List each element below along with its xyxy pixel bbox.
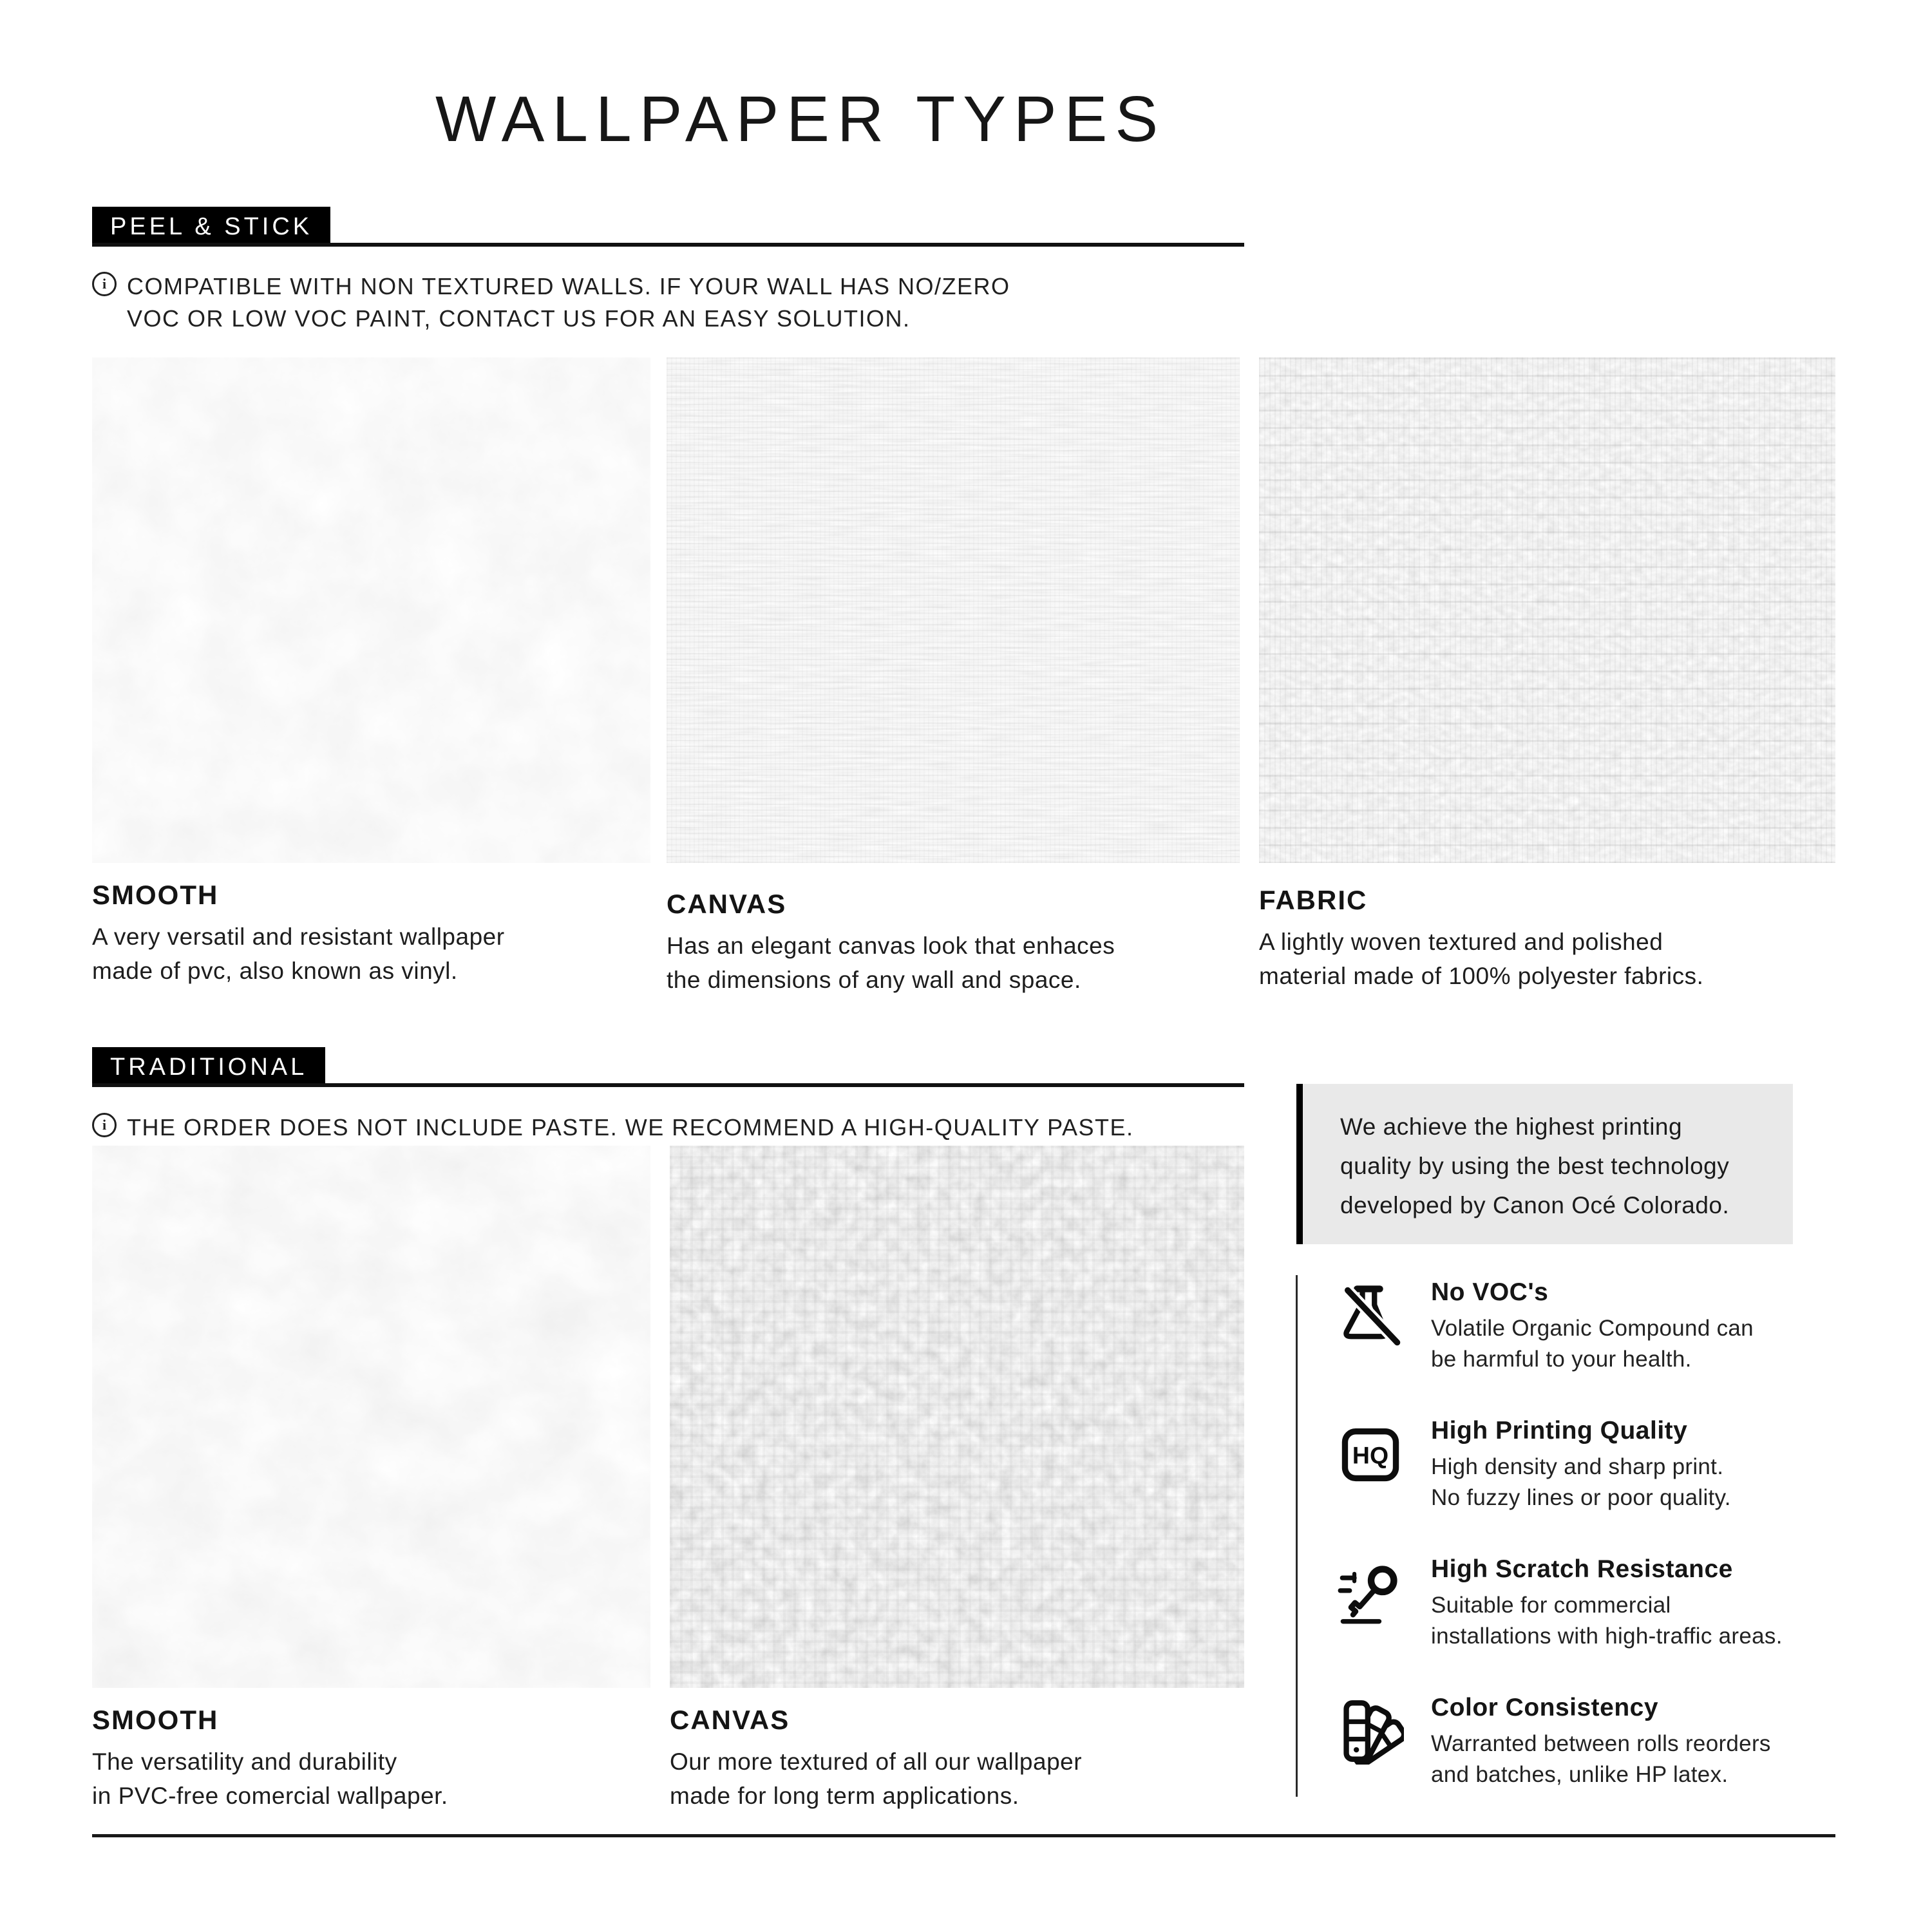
feature-no-voc <box>1337 1278 1826 1375</box>
feature-description: Volatile Organic Compound can be harmful to your health. <box>1431 1316 1754 1372</box>
card-title: CANVAS <box>667 889 787 919</box>
bottom-rule <box>92 1834 1835 1837</box>
rough-canvas-weave-overlay <box>670 1146 1244 1688</box>
canvas-weave-overlay <box>667 357 1240 863</box>
peel-stick-info-text: COMPATIBLE WITH NON TEXTURED WALLS. IF YOUR WALL HAS NO/ZERO VOC OR LOW VOC PAINT, CONTACT US FOR AN EASY SOLUTION. <box>127 273 1010 332</box>
feature-description: Warranted between rolls reorders and batches, unlike HP latex. <box>1431 1731 1771 1787</box>
card-title: FABRIC <box>1259 885 1368 915</box>
feature-title: No VOC's <box>1431 1278 1549 1306</box>
section-rule-peel-stick <box>92 243 1244 247</box>
card-description: The versatility and durability in PVC-free comercial wallpaper. <box>92 1748 448 1809</box>
card-title: SMOOTH <box>92 880 219 910</box>
card-description: A lightly woven textured and polished material made of 100% polyester fabrics. <box>1259 929 1704 989</box>
fabric-weave-overlay <box>1259 357 1835 863</box>
feature-title: Color Consistency <box>1431 1694 1659 1721</box>
texture-swatch-fabric <box>1259 357 1835 863</box>
card-peel-smooth <box>92 357 650 988</box>
feature-high-printing-quality <box>1337 1417 1826 1513</box>
section-rule-traditional <box>92 1083 1244 1087</box>
card-description: A very versatil and resistant wallpaper made of pvc, also known as vinyl. <box>92 923 505 984</box>
feature-description: High density and sharp print. No fuzzy lines or poor quality. <box>1431 1454 1731 1510</box>
no-voc-flask-icon <box>1337 1282 1404 1349</box>
color-swatches-icon <box>1337 1698 1404 1765</box>
card-title: SMOOTH <box>92 1705 219 1735</box>
texture-swatch-smooth <box>92 357 650 863</box>
info-icon: i <box>92 272 117 296</box>
sidebar-divider <box>1296 1275 1298 1797</box>
card-peel-canvas <box>667 357 1240 997</box>
smooth-texture-image <box>92 357 650 863</box>
texture-swatch-canvas-traditional <box>670 1146 1244 1688</box>
section-badge-peel-stick: PEEL & STICK <box>92 207 330 247</box>
texture-swatch-smooth-traditional <box>92 1146 650 1688</box>
hq-badge-icon <box>1337 1421 1404 1488</box>
info-icon: i <box>92 1113 117 1137</box>
smooth-texture-image <box>92 1146 650 1688</box>
card-traditional-canvas <box>670 1146 1244 1813</box>
traditional-info <box>92 1112 1134 1144</box>
card-traditional-smooth <box>92 1146 650 1813</box>
card-peel-fabric <box>1259 357 1835 993</box>
scratch-resistance-key-icon <box>1337 1559 1404 1626</box>
card-title: CANVAS <box>670 1705 790 1735</box>
feature-title: High Scratch Resistance <box>1431 1555 1733 1583</box>
peel-stick-info <box>92 270 1010 335</box>
feature-title: High Printing Quality <box>1431 1417 1688 1444</box>
card-description: Has an elegant canvas look that enhaces the dimensions of any wall and space. <box>667 933 1115 993</box>
page-title: WALLPAPER TYPES <box>435 83 1166 155</box>
traditional-info-text: THE ORDER DOES NOT INCLUDE PASTE. WE RECOMMEND A HIGH-QUALITY PASTE. <box>127 1114 1134 1141</box>
feature-high-scratch-resistance <box>1337 1555 1826 1652</box>
section-badge-traditional: TRADITIONAL <box>92 1047 325 1087</box>
texture-swatch-canvas <box>667 357 1240 863</box>
feature-description: Suitable for commercial installations with high-traffic areas. <box>1431 1593 1783 1649</box>
hq-label: HQ <box>1352 1441 1389 1469</box>
printing-quality-note: We achieve the highest printing quality by using the best technology developed by Canon Océ Colorado. <box>1296 1084 1793 1244</box>
feature-color-consistency <box>1337 1694 1826 1790</box>
card-description: Our more textured of all our wallpaper made for long term applications. <box>670 1748 1083 1809</box>
